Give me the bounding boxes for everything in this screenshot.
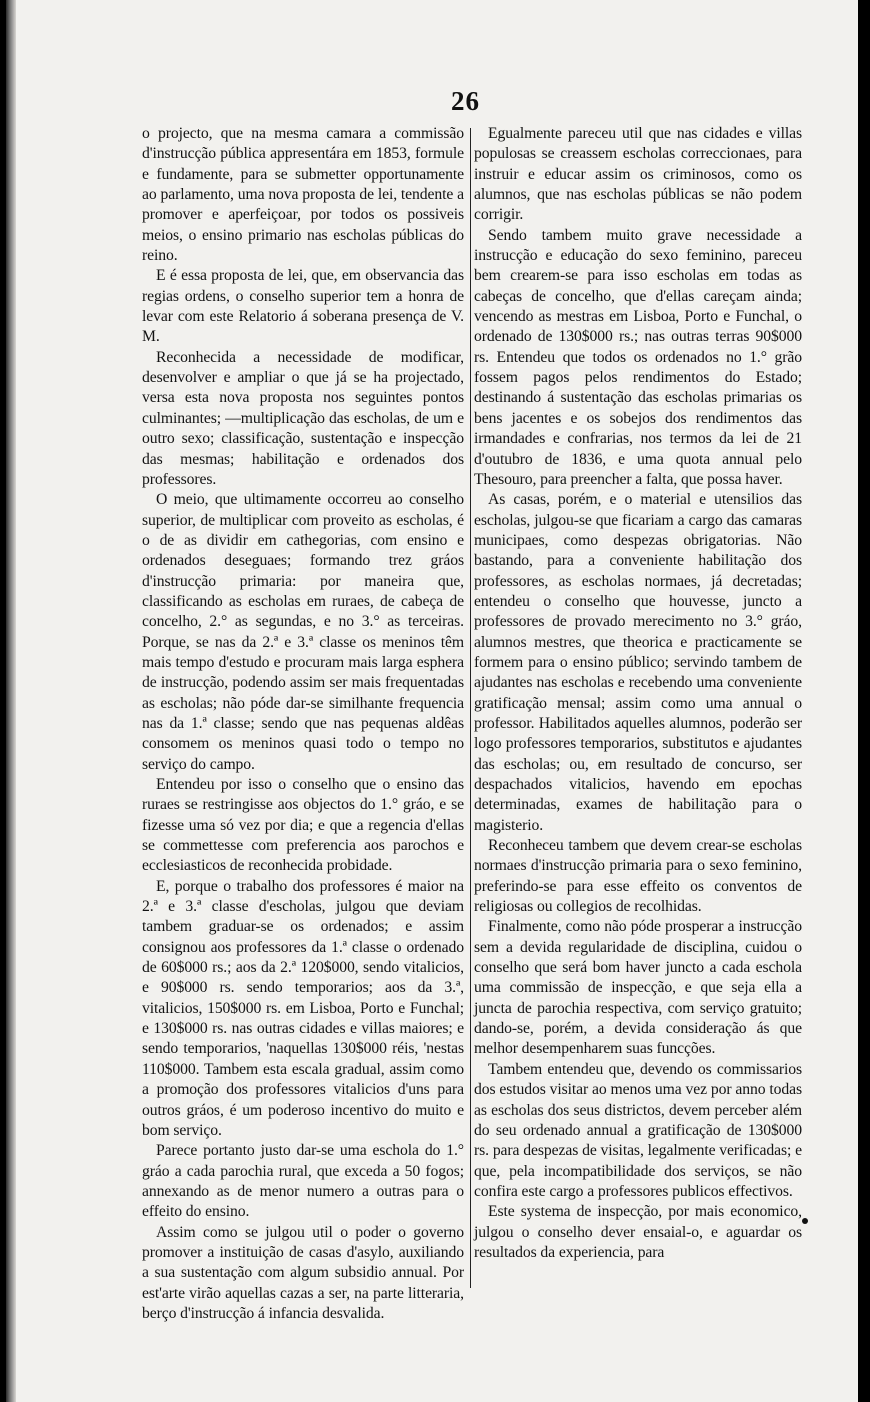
right-column: [474, 124, 802, 1263]
column-divider: [470, 128, 471, 1288]
paragraph: Este systema de inspecção, por mais economico, julgou o conselho dever ensaial-o, e aguardar os resultados da experiencia, para: [474, 1203, 802, 1261]
paragraph: o projecto, que na mesma camara a commissão d'instrucção pública appresentára em 1853, formule e fundamente, para se submetter opportunamente ao parlamento, uma nova proposta de lei, tendente a promover e aperfeiçoar, por todos os possiveis meios, o ensino primario nas escholas públicas do reino.: [142, 125, 464, 265]
paragraph: E, porque o trabalho dos professores é maior na 2.ª e 3.ª classe d'escholas, julgou que deviam tambem graduar-se os ordenados; e assim consignou aos professores da 1.ª classe o ordenado de 60$000 rs.; aos da 2.ª 120$000, sendo vitalicios, e 90$000 rs. sendo temporarios; aos da 3.ª, vitalicios, 150$000 rs. em Lisboa, Porto e Funchal; e 130$000 rs. nas outras cidades e villas maiores; e sendo temporarios, 'naquellas 130$000 réis, 'nestas 110$000. Tambem esta escala gradual, assim como a promoção dos professores vitalicios d'uns para outros gráos, é um poderoso incentivo do muito e bom serviço.: [142, 877, 464, 1139]
page-number: 26: [451, 86, 480, 116]
paragraph: Tambem entendeu que, devendo os commissarios dos estudos visitar ao menos uma vez por anno todas as escholas dos seus districtos, devem perceber além do seu ordenado annual a gratificação de 130$000 rs. para despezas de visitas, legalmente verificadas; e que, pela incompatibilidade dos serviços, se não confira este cargo a professores publicos effectivos.: [474, 1060, 802, 1200]
paragraph: Entendeu por isso o conselho que o ensino das ruraes se restringisse aos objectos do 1.° gráo, e se fizesse uma só vez por dia; e que a regencia d'ellas se commettesse com preferencia aos parochos e ecclesiasticos de reconhecida probidade.: [142, 776, 464, 875]
paragraph: E é essa proposta de lei, que, em observancia das regias ordens, o conselho superior tem a honra de levar com este Relatorio á soberana presença de V. M.: [142, 267, 464, 346]
left-column: [142, 124, 464, 1324]
book-spine-shadow: [6, 0, 16, 1402]
paragraph: Reconhecida a necessidade de modificar, desenvolver e ampliar o que já se ha projectado, versa esta nova proposta nos seguintes pontos culminantes; —multiplicação das escholas, de um e outro sexo; classificação, sustentação e inspecção das mesmas; habilitação e ordenados dos professores.: [142, 348, 464, 488]
paragraph: Finalmente, como não póde prosperar a instrucção sem a devida regularidade de disciplina, cuidou o conselho que será bom haver juncto a cada eschola uma commissão de inspecção, e que seja ella a juncta de parochia respectiva, com serviço gratuito; dando-se, porém, a devida consideração ás que melhor desempenharem suas funcções.: [474, 918, 802, 1058]
paragraph: Sendo tambem muito grave necessidade a instrucção e educação do sexo feminino, pareceu bem crearem-se para isso escholas em todas as cabeças de concelho, que d'ellas careçam ainda; vencendo as mestras em Lisboa, Porto e Funchal, o ordenado de 130$000 rs.; nas outras terras 90$000 rs. Entendeu que todos os ordenados no 1.° grão fossem pagos pelos rendimentos do Estado; destinando á sustentação das escholas primarias os bens jacentes e os sobejos dos rendimentos das irmandades e confrarias, nos termos da lei de 21 d'outubro de 1836, e uma quota annual pelo Thesouro, para preencher a falta, que possa haver.: [474, 226, 802, 488]
paragraph: Egualmente pareceu util que nas cidades e villas populosas se creassem escholas correccionaes, para instruir e educar assim os criminosos, como os alumnos, que nas escholas públicas se não podem corrigir.: [474, 125, 802, 224]
paragraph: Parece portanto justo dar-se uma eschola do 1.° gráo a cada parochia rural, que exceda a 50 fogos; annexando as de menor numero a outras para o effeito do ensino.: [142, 1142, 464, 1221]
ink-dot: [802, 1218, 808, 1224]
paragraph: Assim como se julgou util o poder o governo promover a instituição de casas d'asylo, auxiliando a sua sustentação com algum subsidio annual. Por est'arte virão aquellas cazas a ser, na parte litteraria, berço d'instrucção á infancia desvalida.: [142, 1223, 464, 1322]
paragraph: Reconheceu tambem que devem crear-se escholas normaes d'instrucção primaria para o sexo feminino, preferindo-se para esse effeito os conventos de religiosas ou collegios de recolhidas.: [474, 837, 802, 916]
document-page: [6, 0, 858, 1402]
paragraph: O meio, que ultimamente occorreu ao conselho superior, de multiplicar com proveito as escholas, é o de as dividir em cathegorias, com ensino e ordenados deseguaes; formando trez gráos d'instrucção primaria: por maneira que, classificando as escholas em ruraes, de cabeça de concelho, 2.° as segundas, e no 3.° as terceiras. Porque, se nas da 2.ª e 3.ª classe os meninos têm mais tempo d'estudo e procuram mais larga esphera de instrucção, podendo assim ser mais frequentadas as escholas; não póde dar-se similhante frequencia nas da 1.ª classe; sendo que nas pequenas aldêas consomem os meninos quasi todo o tempo no serviço do campo.: [142, 491, 464, 773]
paragraph: As casas, porém, e o material e utensilios das escholas, julgou-se que ficariam a cargo das camaras municipaes, como despezas obrigatorias. Não bastando, para a conveniente habilitação dos professores, as escholas normaes, já decretadas; entendeu o conselho que houvesse, juncto a professores de provado merecimento no 3.° gráo, alumnos mestres, que theorica e practicamente se formem para o ensino público; servindo tambem de ajudantes nas escholas e recebendo uma conveniente gratificação mensal; assim como uma annual o professor. Habilitados aquelles alumnos, poderão ser logo professores temporarios, substitutos e ajudantes das escholas; ou, em resultado de concurso, ser despachados vitalicios, havendo em epochas determinadas, exames de habilitação para o magisterio.: [474, 491, 802, 834]
